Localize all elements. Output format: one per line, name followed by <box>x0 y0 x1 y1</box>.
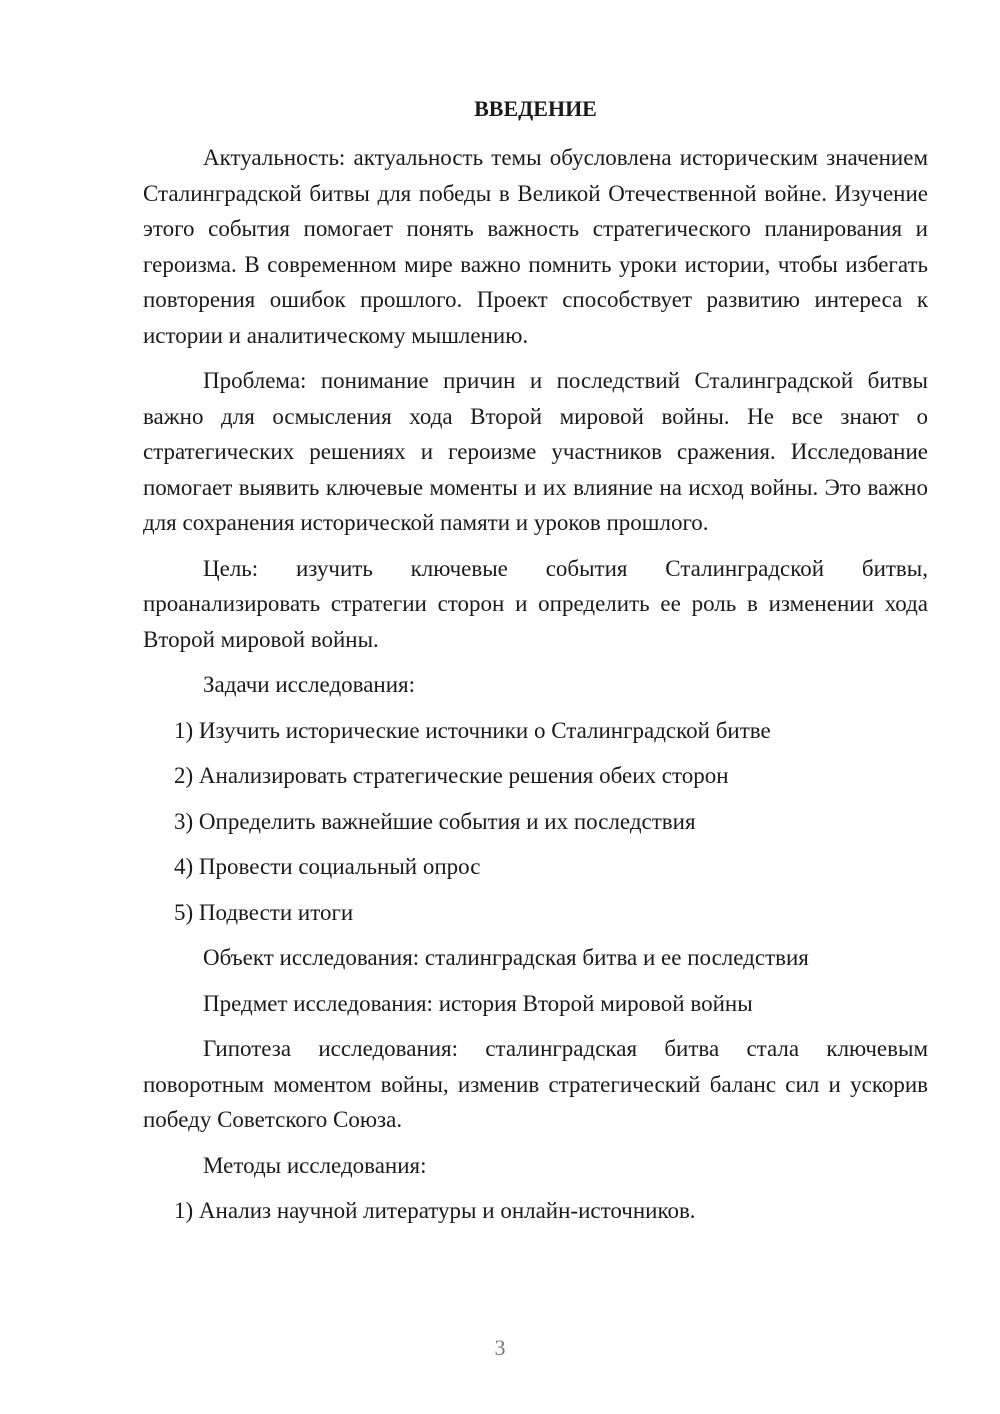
task-item: 3) Определить важнейшие события и их последствия <box>174 808 696 834</box>
section-title: ВВЕДЕНИЕ <box>474 96 597 121</box>
relevance-paragraph: Актуальность: актуальность темы обусловлена историческим значением Сталинградской битвы для победы в Великой Отечественной войне. Изучение этого события помогает понять важность стратегического планирования и героизма. В современном мире важно помнить уроки истории, чтобы избегать повторения ошибок прошлого. Проект способствует развитию интереса к истории и аналитическому мышлению. <box>143 145 928 348</box>
task-item: 2) Анализировать стратегические решения обеих сторон <box>174 763 729 788</box>
problem-paragraph: Проблема: понимание причин и последствий Сталинградской битвы важно для осмысления хода Второй мировой войны. Не все знают о стратегических решениях и героизме участников сражения. Исследование помогает выявить ключевые моменты и их влияние на исход войны. Это важно для сохранения исторической памяти и уроков прошлого. <box>143 368 928 535</box>
page-number: 3 <box>494 1335 506 1360</box>
document-page <box>143 92 928 1239</box>
hypothesis-paragraph: Гипотеза исследования: сталинградская битва стала ключевым поворотным моментом войны, изменив стратегический баланс сил и ускорив победу Советского Союза. <box>143 1036 928 1132</box>
tasks-heading: Задачи исследования: <box>203 672 416 697</box>
task-item: 5) Подвести итоги <box>174 899 354 925</box>
method-item: 1) Анализ научной литературы и онлайн-источников. <box>174 1198 696 1223</box>
task-item: 4) Провести социальный опрос <box>174 854 481 879</box>
goal-paragraph: Цель: изучить ключевые события Сталинградской битвы, проанализировать стратегии сторон и определить ее роль в изменении хода Второй мировой войны. <box>143 555 928 652</box>
task-item: 1) Изучить исторические источники о Сталинградской битве <box>174 717 771 743</box>
methods-heading: Методы исследования: <box>203 1152 427 1178</box>
object-line: Объект исследования: сталинградская битва и ее последствия <box>203 945 809 970</box>
subject-line: Предмет исследования: история Второй мировой войны <box>203 990 753 1016</box>
